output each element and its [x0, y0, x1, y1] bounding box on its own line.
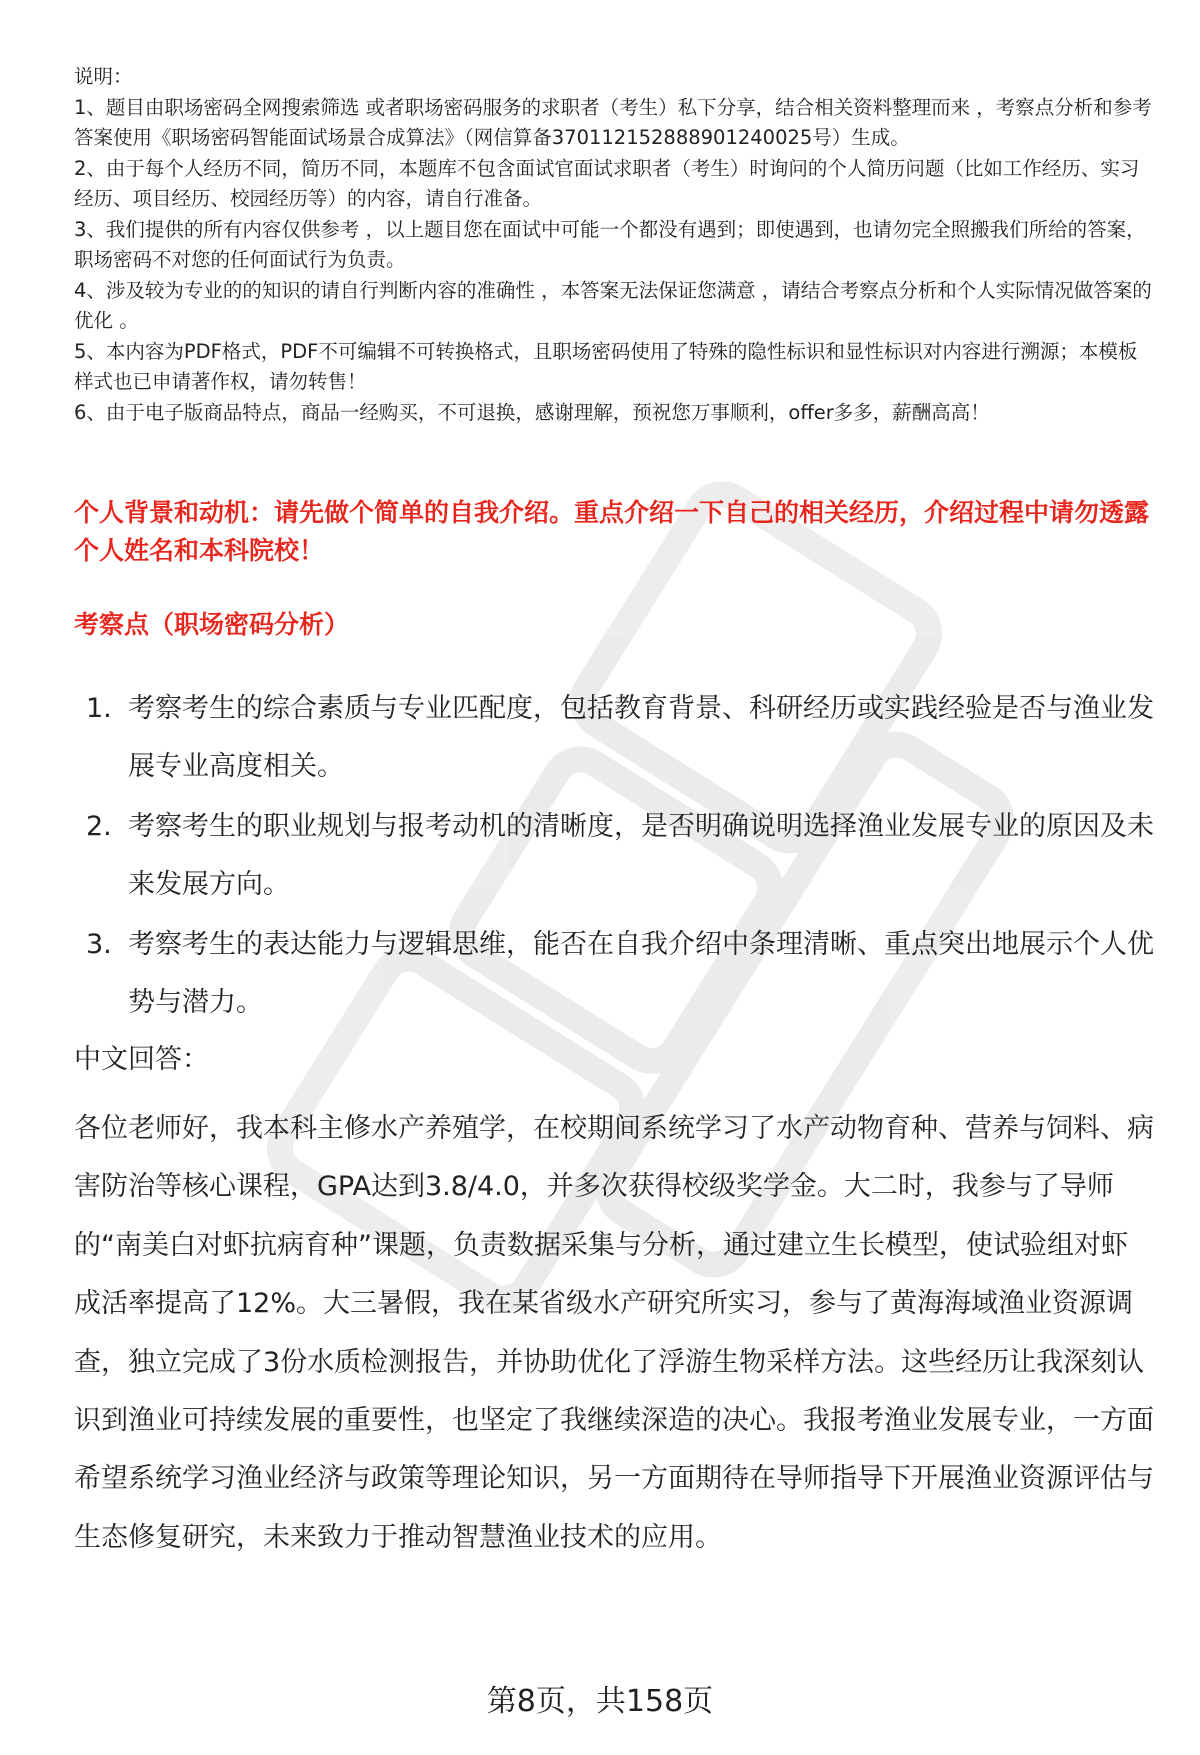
note-item-1: 1、题目由职场密码全网搜索筛选 或者职场密码服务的求职者（考生）私下分享，结合相关资料整理而来 ，考察点分析和参考答案使用《职场密码智能面试场景合成算法》（网信算备370112152888901240025号）生成。 [74, 95, 1152, 149]
page-number: 第8页，共158页 [486, 1684, 714, 1719]
notes-heading: 说明： [74, 65, 133, 88]
note-item-3: 3、我们提供的所有内容仅供参考 ，以上题目您在面试中可能一个都没有遇到；即使遇到，也请勿完全照搬我们所给的答案，职场密码不对您的任何面试行为负责。 [74, 217, 1146, 271]
list-item-text: 考察考生的综合素质与专业匹配度，包括教育背景、科研经历或实践经验是否与渔业发展专业高度相关。 [128, 693, 1154, 782]
list-item-number: 3. [86, 929, 112, 960]
note-item-6: 6、由于电子版商品特点，商品一经购买，不可退换，感谢理解，预祝您万事顺利，offer多多，薪酬高高！ [74, 400, 990, 424]
list-item-number: 2. [86, 811, 112, 842]
question-heading: 个人背景和动机：请先做个简单的自我介绍。重点介绍一下自己的相关经历，介绍过程中请勿透露个人姓名和本科院校！ [74, 498, 1150, 565]
analysis-heading: 考察点（职场密码分析） [74, 610, 350, 639]
list-item-text: 考察考生的职业规划与报考动机的清晰度，是否明确说明选择渔业发展专业的原因及未来发展方向。 [128, 811, 1154, 900]
disclaimer-notes [74, 62, 1154, 428]
analysis-points-list [74, 680, 1154, 1034]
list-item-text: 考察考生的表达能力与逻辑思维，能否在自我介绍中条理清晰、重点突出地展示个人优势与潜力。 [128, 929, 1154, 1018]
note-item-4: 4、涉及较为专业的的知识的请自行判断内容的准确性 ，本答案无法保证您满意 ，请结合考察点分析和个人实际情况做答案的优化 。 [74, 278, 1152, 332]
list-item [74, 798, 1154, 914]
list-item [74, 916, 1154, 1032]
note-item-5: 5、本内容为PDF格式，PDF不可编辑不可转换格式，且职场密码使用了特殊的隐性标识和显性标识对内容进行溯源；本模板样式也已申请著作权，请勿转售！ [74, 339, 1138, 393]
answer-text: 各位老师好，我本科主修水产养殖学，在校期间系统学习了水产动物育种、营养与饲料、病害防治等核心课程，GPA达到3.8/4.0，并多次获得校级奖学金。大二时，我参与了导师的“南美白对虾抗病育种”课题，负责数据采集与分析，通过建立生长模型，使试验组对虾成活率提高了12%。大三暑假，我在某省级水产研究所实习，参与了黄海海域渔业资源调查，独立完成了3份水质检测报告，并协助优化了浮游生物采样方法。这些经历让我深刻认识到渔业可持续发展的重要性，也坚定了我继续深造的决心。我报考渔业发展专业，一方面希望系统学习渔业经济与政策等理论知识，另一方面期待在导师指导下开展渔业资源评估与生态修复研究，未来致力于推动智慧渔业技术的应用。 [74, 1113, 1154, 1553]
answer-label: 中文回答： [74, 1044, 209, 1075]
list-item [74, 680, 1154, 796]
note-item-2: 2、由于每个人经历不同，简历不同，本题库不包含面试官面试求职者（考生）时询问的个人简历问题（比如工作经历、实习经历、项目经历、校园经历等）的内容，请自行准备。 [74, 156, 1140, 210]
list-item-number: 1. [86, 693, 112, 724]
